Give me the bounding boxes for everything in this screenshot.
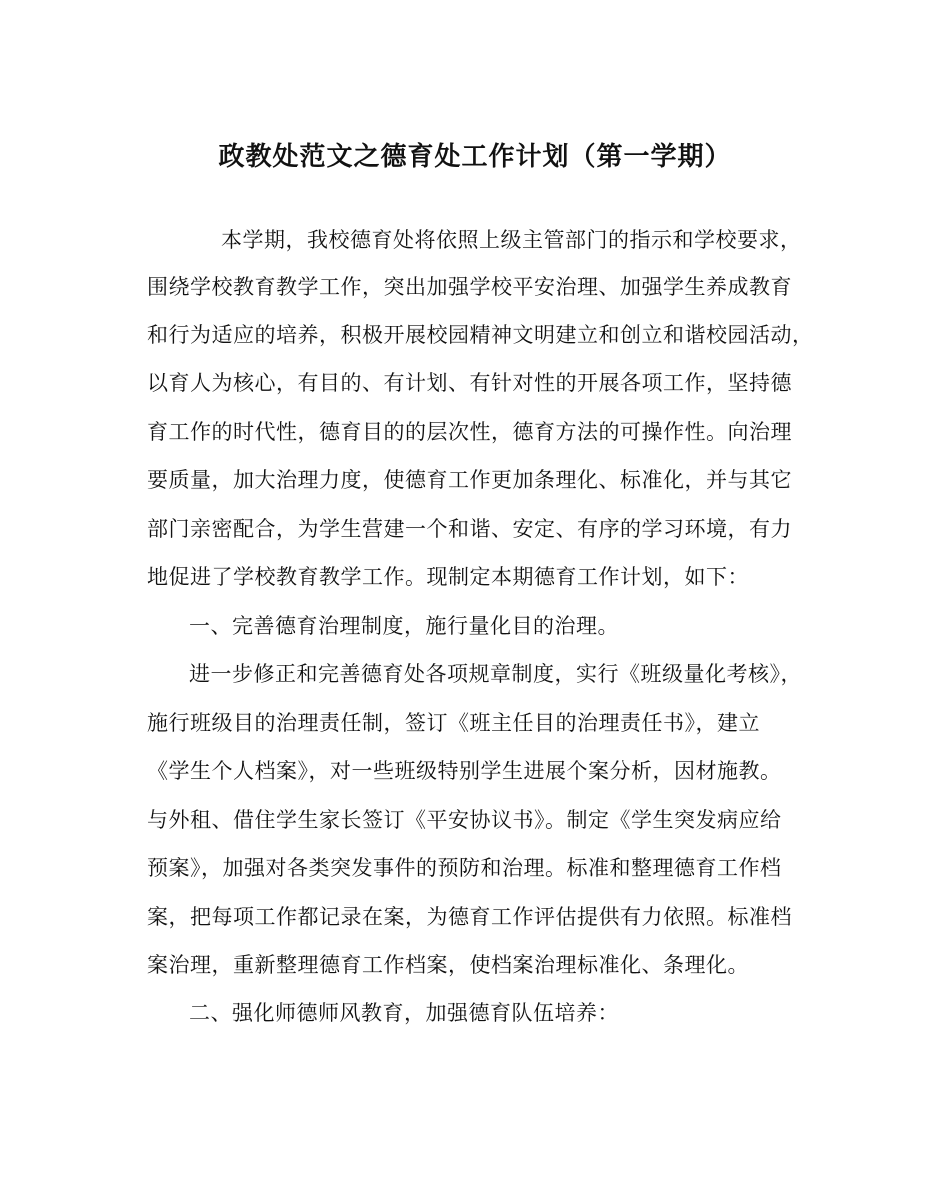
paragraph-line: 与外租、借住学生家长签订《平安协议书》。制定《学生突发病应给: [147, 808, 782, 832]
paragraph-line: 本学期，我校德育处将依照上级主管部门的指示和学校要求，: [221, 228, 802, 252]
paragraph-line: 育工作的时代性，德育目的的层次性，德育方法的可操作性。向治理: [147, 420, 792, 444]
paragraph-line: 施行班级目的治理责任制，签订《班主任目的治理责任书》，建立: [147, 711, 760, 735]
paragraph-line: 要质量，加大治理力度，使德育工作更加条理化、标准化，并与其它: [147, 468, 792, 492]
paragraph-line: 预案》，加强对各类突发事件的预防和治理。标准和整理德育工作档: [147, 856, 782, 880]
paragraph-line: 案治理，重新整理德育工作档案，使档案治理标准化、条理化。: [147, 953, 749, 977]
paragraph-line: 和行为适应的培养，积极开展校园精神文明建立和创立和谐校园活动，: [147, 323, 814, 347]
paragraph-line: 《学生个人档案》，对一些班级特别学生进展个案分析，因材施教。: [147, 759, 782, 783]
paragraph-line: 围绕学校教育教学工作，突出加强学校平安治理、加强学生养成教育: [147, 275, 792, 299]
section-heading: 二、强化师德师风教育，加强德育队伍培养：: [189, 1001, 619, 1025]
document-title: 政教处范文之德育处工作计划（第一学期）: [218, 142, 732, 172]
section-heading: 一、完善德育治理制度，施行量化目的治理。: [189, 614, 619, 638]
paragraph-line: 案，把每项工作都记录在案，为德育工作评估提供有力依照。标准档: [147, 905, 792, 929]
paragraph-line: 进一步修正和完善德育处各项规章制度，实行《班级量化考核》，: [189, 662, 802, 686]
paragraph-line: 以育人为核心，有目的、有计划、有针对性的开展各项工作，坚持德: [147, 371, 792, 395]
paragraph-line: 地促进了学校教育教学工作。现制定本期德育工作计划，如下：: [147, 565, 749, 589]
paragraph-line: 部门亲密配合，为学生营建一个和谐、安定、有序的学习环境，有力: [147, 517, 792, 541]
